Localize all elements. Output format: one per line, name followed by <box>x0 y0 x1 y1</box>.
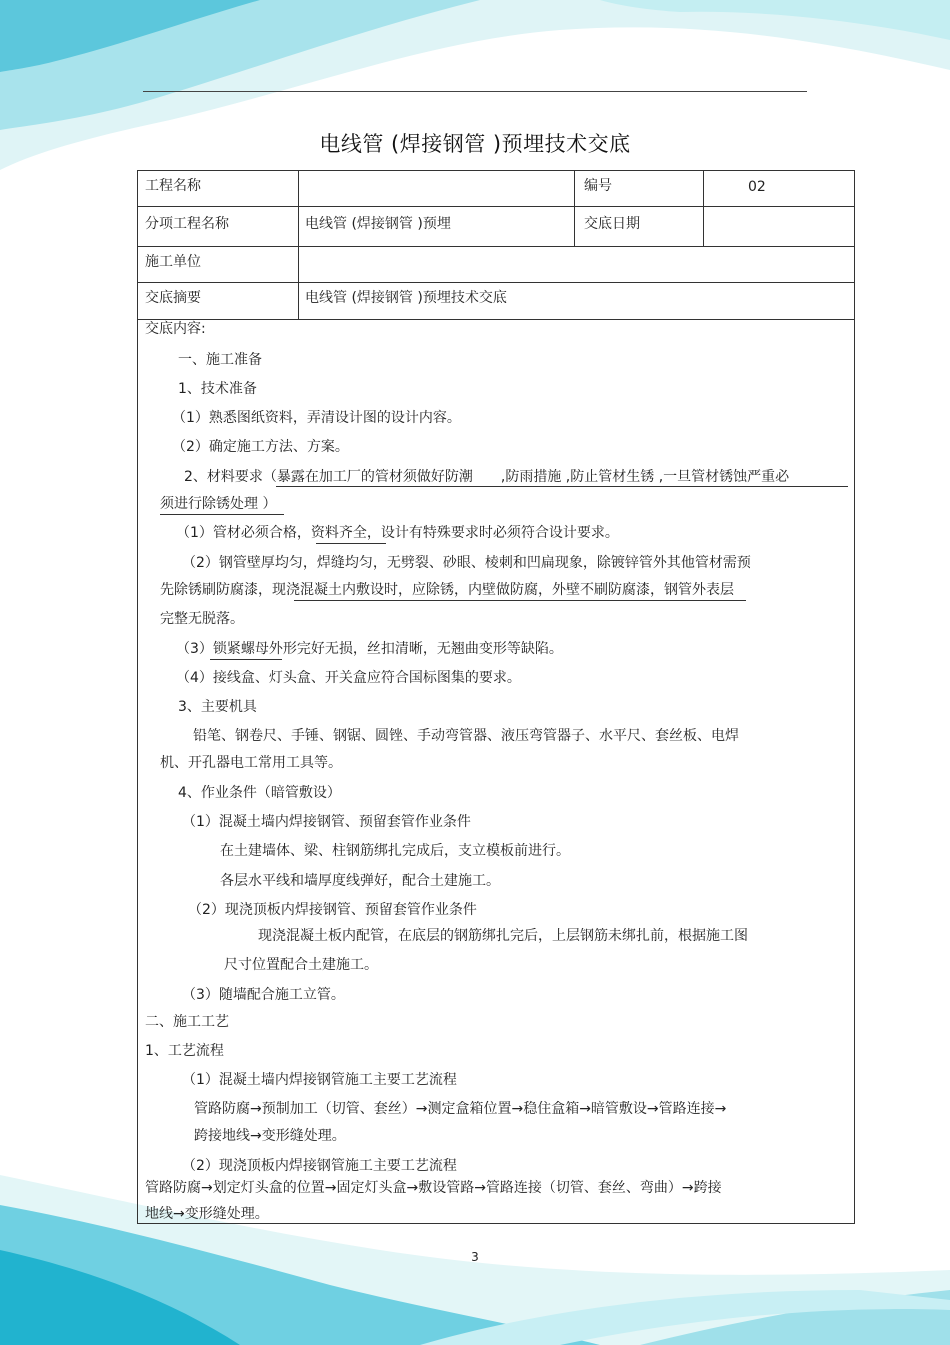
content-line: 各层水平线和墙厚度线弹好，配合土建施工。 <box>220 873 500 889</box>
subsection-heading: 4、作业条件（暗管敷设） <box>178 785 341 801</box>
content-line: 尺寸位置配合土建施工。 <box>224 957 378 973</box>
content-line: 完整无脱落。 <box>160 611 244 627</box>
underline <box>276 486 848 487</box>
content-line: 管路防腐→预制加工（切管、套丝）→测定盒箱位置→稳住盒箱→暗管敷设→管路连接→ <box>194 1101 727 1117</box>
content-line: （1）熟悉图纸资料，弄清设计图的设计内容。 <box>172 410 461 426</box>
content-line: （1）混凝土墙内焊接钢管施工主要工艺流程 <box>182 1072 457 1088</box>
content-line: （2）确定施工方法、方案。 <box>172 439 349 455</box>
number-value: 02 <box>748 179 766 195</box>
content-line: 机、开孔器电工常用工具等。 <box>160 755 342 771</box>
sub-project-label: 分项工程名称 <box>145 216 229 232</box>
project-name-label: 工程名称 <box>145 178 201 194</box>
subsection-heading: 3、主要机具 <box>178 699 257 715</box>
content-line: 在土建墙体、梁、柱钢筋绑扎完成后，支立模板前进行。 <box>220 843 570 859</box>
contractor-label: 施工单位 <box>145 254 201 270</box>
section-heading: 二、施工工艺 <box>145 1014 229 1030</box>
content-line: 铅笔、钢卷尺、手锤、钢锯、圆锉、手动弯管器、液压弯管器子、水平尺、套丝板、电焊 <box>193 728 739 744</box>
content-line: （3）锁紧螺母外形完好无损，丝扣清晰，无翘曲变形等缺陷。 <box>176 641 563 657</box>
summary-value: 电线管 (焊接钢管 )预埋技术交底 <box>305 290 507 306</box>
table-column-divider <box>574 171 575 246</box>
content-line: （3）随墙配合施工立管。 <box>182 987 345 1003</box>
content-line: （2）钢管壁厚均匀，焊缝均匀，无劈裂、砂眼、棱刺和凹扁现象，除镀锌管外其他管材需预 <box>182 555 751 571</box>
subsection-heading: 1、工艺流程 <box>145 1043 224 1059</box>
subsection-heading: 2、材料要求（暴露在加工厂的管材须做好防潮 ,防雨措施 ,防止管材生锈 ,一旦管材锈蚀严重必 <box>184 469 790 485</box>
content-line: （2）现浇顶板内焊接钢管、预留套管作业条件 <box>188 902 477 918</box>
content-line: （2）现浇顶板内焊接钢管施工主要工艺流程 <box>182 1158 457 1174</box>
number-label: 编号 <box>584 178 612 194</box>
underline <box>294 600 746 601</box>
table-column-divider <box>298 171 299 319</box>
page-number: 3 <box>471 1250 479 1264</box>
disclosure-form-table <box>137 170 855 1224</box>
date-label: 交底日期 <box>584 216 640 232</box>
content-line: 地线→变形缝处理。 <box>145 1206 269 1222</box>
content-label: 交底内容: <box>145 321 206 337</box>
content-line: 先除锈刷防腐漆，现浇混凝土内敷设时，应除锈，内壁做防腐，外壁不刷防腐漆，钢管外表层 <box>160 582 734 598</box>
content-line: （1）管材必须合格，资料齐全，设计有特殊要求时必须符合设计要求。 <box>176 525 619 541</box>
underline <box>316 543 386 544</box>
subsection-heading: 1、技术准备 <box>178 381 257 397</box>
underline <box>210 659 282 660</box>
sub-project-value: 电线管 (焊接钢管 )预埋 <box>305 216 451 232</box>
content-line: 现浇混凝土板内配管，在底层的钢筋绑扎完后，上层钢筋未绑扎前，根据施工图 <box>258 928 748 944</box>
document-title: 电线管 (焊接钢管 )预埋技术交底 <box>319 132 631 156</box>
content-line: （1）混凝土墙内焊接钢管、预留套管作业条件 <box>182 814 471 830</box>
table-column-divider <box>703 171 704 246</box>
summary-label: 交底摘要 <box>145 290 201 306</box>
header-rule <box>143 91 807 92</box>
table-row-divider <box>138 319 854 320</box>
content-line: 管路防腐→划定灯头盒的位置→固定灯头盒→敷设管路→管路连接（切管、套丝、弯曲）→跨接 <box>145 1180 722 1196</box>
content-line: 须进行除锈处理 ） <box>160 496 277 512</box>
table-row-divider <box>138 282 854 283</box>
table-row-divider <box>138 206 854 207</box>
content-line: 跨接地线→变形缝处理。 <box>194 1128 346 1144</box>
content-line: （4）接线盒、灯头盒、开关盒应符合国标图集的要求。 <box>176 670 521 686</box>
table-row-divider <box>138 246 854 247</box>
underline <box>160 514 284 515</box>
section-heading: 一、施工准备 <box>178 352 262 368</box>
